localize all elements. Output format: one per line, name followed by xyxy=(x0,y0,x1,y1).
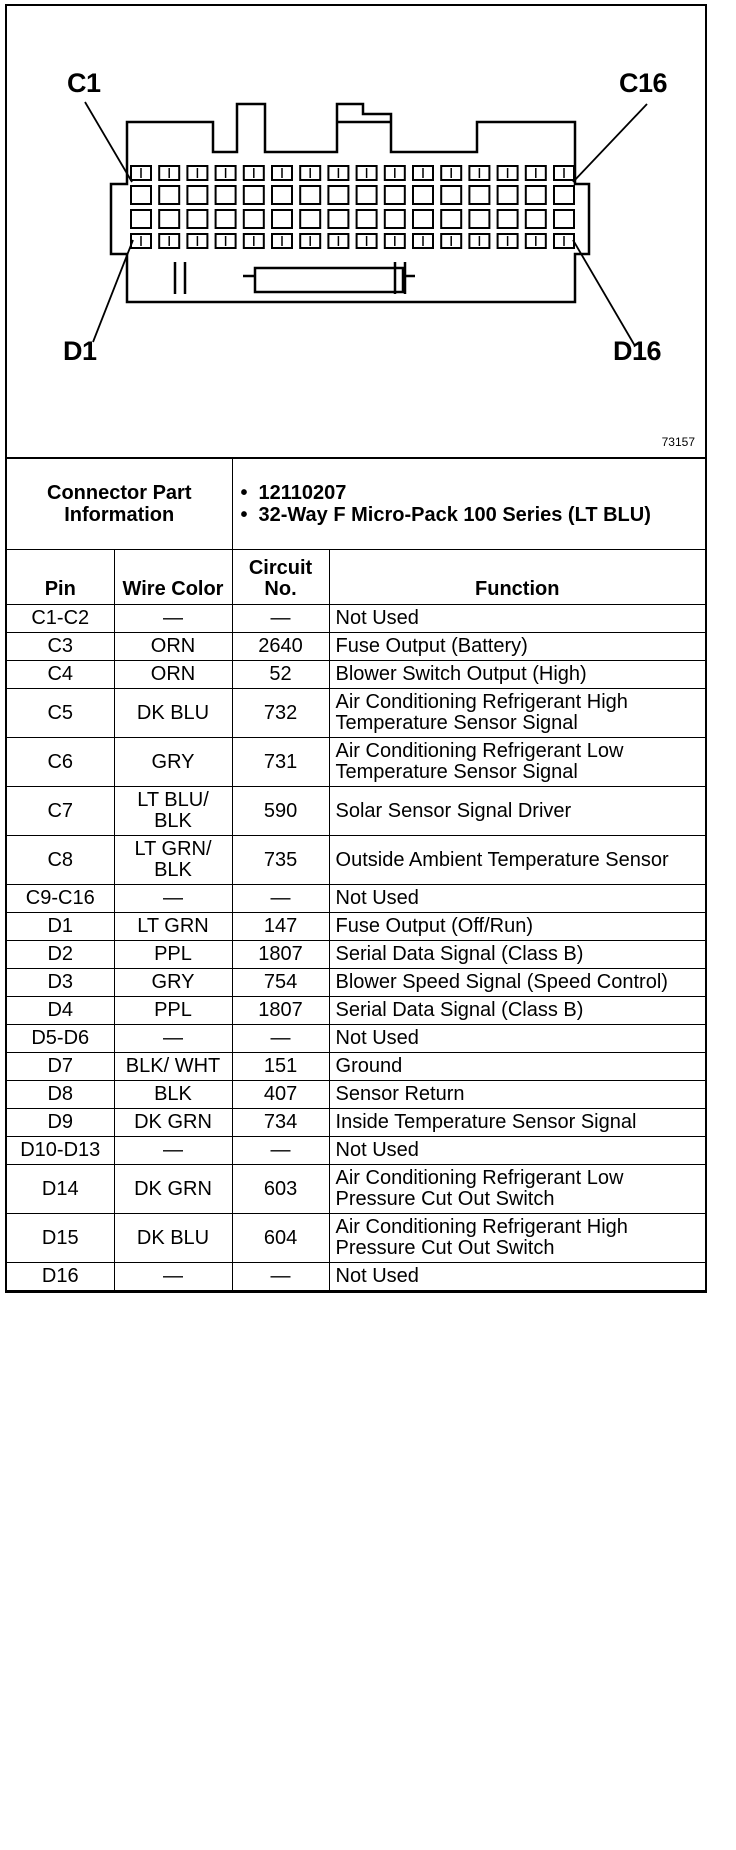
table-row xyxy=(7,661,705,689)
pin-cavity xyxy=(554,186,574,204)
table-row xyxy=(7,738,705,787)
circuit-cell: 732 xyxy=(232,689,329,738)
wire-color-cell: — xyxy=(114,885,232,913)
wire-color-cell: LT GRN/ BLK xyxy=(114,836,232,885)
circuit-cell: 604 xyxy=(232,1214,329,1263)
pin-cavity xyxy=(300,210,320,228)
circuit-cell: 147 xyxy=(232,913,329,941)
circuit-cell: 731 xyxy=(232,738,329,787)
pin-cell: C9-C16 xyxy=(7,885,114,913)
wire-color-cell: — xyxy=(114,1137,232,1165)
function-cell: Air Conditioning Refrigerant Low Pressure Cut Out Switch xyxy=(329,1165,705,1214)
function-cell: Air Conditioning Refrigerant High Pressure Cut Out Switch xyxy=(329,1214,705,1263)
table-row xyxy=(7,1081,705,1109)
table-row xyxy=(7,787,705,836)
pin-cavity xyxy=(357,186,377,204)
table-header xyxy=(7,550,705,605)
circuit-cell: 1807 xyxy=(232,941,329,969)
pin-cavity xyxy=(385,210,405,228)
table-row xyxy=(7,1165,705,1214)
wire-color-cell: ORN xyxy=(114,661,232,689)
table-row xyxy=(7,605,705,633)
pin-cavity xyxy=(187,210,207,228)
pin-cavity xyxy=(131,186,151,204)
connector-description: • 32-Way F Micro-Pack 100 Series (LT BLU) xyxy=(241,504,697,526)
wire-color-cell: PPL xyxy=(114,997,232,1025)
pin-cell: C6 xyxy=(7,738,114,787)
header-pin: Pin xyxy=(7,550,114,605)
pin-cell: D10-D13 xyxy=(7,1137,114,1165)
pin-cavity xyxy=(526,210,546,228)
connector-info-row xyxy=(7,459,705,550)
connector-part-number: • 12110207 xyxy=(241,482,697,504)
pin-cavity xyxy=(554,210,574,228)
pin-cavity xyxy=(328,210,348,228)
function-cell: Blower Speed Signal (Speed Control) xyxy=(329,969,705,997)
label-d16: D16 xyxy=(613,336,662,366)
function-cell: Blower Switch Output (High) xyxy=(329,661,705,689)
connector-info-list xyxy=(232,459,705,550)
table-row xyxy=(7,1109,705,1137)
circuit-cell: — xyxy=(232,605,329,633)
wire-color-cell: LT BLU/ BLK xyxy=(114,787,232,836)
pin-cavity xyxy=(272,210,292,228)
pin-cavity xyxy=(357,210,377,228)
label-c16: C16 xyxy=(619,68,668,98)
pin-cavity xyxy=(385,186,405,204)
pin-cavity xyxy=(469,210,489,228)
circuit-cell: 735 xyxy=(232,836,329,885)
circuit-cell: 590 xyxy=(232,787,329,836)
figure-id: 73157 xyxy=(661,435,695,449)
function-cell: Fuse Output (Battery) xyxy=(329,633,705,661)
pin-cavity xyxy=(244,210,264,228)
connector-drawing xyxy=(7,6,705,457)
pin-cell: C5 xyxy=(7,689,114,738)
pin-cell: D14 xyxy=(7,1165,114,1214)
pin-cavity xyxy=(131,210,151,228)
wire-color-cell: — xyxy=(114,1263,232,1291)
table-row xyxy=(7,885,705,913)
circuit-cell: 1807 xyxy=(232,997,329,1025)
label-c1: C1 xyxy=(67,68,101,98)
connector-sheet xyxy=(5,4,707,1293)
function-cell: Air Conditioning Refrigerant High Temperature Sensor Signal xyxy=(329,689,705,738)
pin-cell: C8 xyxy=(7,836,114,885)
wire-color-cell: DK GRN xyxy=(114,1165,232,1214)
table-row xyxy=(7,633,705,661)
function-cell: Not Used xyxy=(329,1137,705,1165)
pin-cell: D5-D6 xyxy=(7,1025,114,1053)
circuit-cell: 2640 xyxy=(232,633,329,661)
table-row xyxy=(7,941,705,969)
function-cell: Not Used xyxy=(329,605,705,633)
header-wire-color: Wire Color xyxy=(114,550,232,605)
label-d1: D1 xyxy=(63,336,97,366)
circuit-cell: 52 xyxy=(232,661,329,689)
wire-color-cell: ORN xyxy=(114,633,232,661)
pin-cell: D15 xyxy=(7,1214,114,1263)
pin-cavity xyxy=(413,186,433,204)
table-row xyxy=(7,969,705,997)
pin-cell: D3 xyxy=(7,969,114,997)
pin-cavity xyxy=(469,186,489,204)
pin-cell: C3 xyxy=(7,633,114,661)
pin-cell: D4 xyxy=(7,997,114,1025)
table-row xyxy=(7,1137,705,1165)
circuit-cell: — xyxy=(232,1025,329,1053)
circuit-cell: 407 xyxy=(232,1081,329,1109)
pin-cell: C7 xyxy=(7,787,114,836)
pin-cavity xyxy=(441,210,461,228)
pin-cavity xyxy=(498,186,518,204)
wire-color-cell: PPL xyxy=(114,941,232,969)
pin-cell: D1 xyxy=(7,913,114,941)
wire-color-cell: GRY xyxy=(114,738,232,787)
circuit-cell: 603 xyxy=(232,1165,329,1214)
pin-cell: C1-C2 xyxy=(7,605,114,633)
table-row xyxy=(7,836,705,885)
pin-cavity xyxy=(244,186,264,204)
function-cell: Air Conditioning Refrigerant Low Temperature Sensor Signal xyxy=(329,738,705,787)
pin-cavity xyxy=(441,186,461,204)
circuit-cell: — xyxy=(232,885,329,913)
function-cell: Not Used xyxy=(329,885,705,913)
wire-color-cell: — xyxy=(114,1025,232,1053)
circuit-cell: 734 xyxy=(232,1109,329,1137)
table-row xyxy=(7,1263,705,1291)
wire-color-cell: DK BLU xyxy=(114,689,232,738)
wire-color-cell: DK BLU xyxy=(114,1214,232,1263)
pin-cavity xyxy=(187,186,207,204)
wire-color-cell: DK GRN xyxy=(114,1109,232,1137)
table-row xyxy=(7,1053,705,1081)
table-row xyxy=(7,1214,705,1263)
header-function: Function xyxy=(329,550,705,605)
connector-info-title: Connector Part Information xyxy=(7,459,232,550)
wire-color-cell: GRY xyxy=(114,969,232,997)
pinout-table xyxy=(7,459,705,1291)
function-cell: Ground xyxy=(329,1053,705,1081)
pin-cavity xyxy=(526,186,546,204)
connector-diagram xyxy=(7,6,705,459)
table-row xyxy=(7,997,705,1025)
wire-color-cell: BLK/ WHT xyxy=(114,1053,232,1081)
pin-cell: C4 xyxy=(7,661,114,689)
pin-cavity xyxy=(216,210,236,228)
function-cell: Sensor Return xyxy=(329,1081,705,1109)
pin-cavity xyxy=(300,186,320,204)
function-cell: Not Used xyxy=(329,1263,705,1291)
wire-color-cell: LT GRN xyxy=(114,913,232,941)
pin-cavity xyxy=(216,186,236,204)
function-cell: Outside Ambient Temperature Sensor xyxy=(329,836,705,885)
table-row xyxy=(7,913,705,941)
pin-cavity xyxy=(413,210,433,228)
circuit-cell: — xyxy=(232,1263,329,1291)
table-row xyxy=(7,1025,705,1053)
pin-cell: D8 xyxy=(7,1081,114,1109)
pin-cavity xyxy=(159,186,179,204)
circuit-cell: 754 xyxy=(232,969,329,997)
circuit-cell: — xyxy=(232,1137,329,1165)
circuit-cell: 151 xyxy=(232,1053,329,1081)
function-cell: Fuse Output (Off/Run) xyxy=(329,913,705,941)
wire-color-cell: — xyxy=(114,605,232,633)
pin-cell: D7 xyxy=(7,1053,114,1081)
pin-cell: D2 xyxy=(7,941,114,969)
pin-cavity xyxy=(272,186,292,204)
function-cell: Inside Temperature Sensor Signal xyxy=(329,1109,705,1137)
pin-cavity xyxy=(498,210,518,228)
table-row xyxy=(7,689,705,738)
function-cell: Serial Data Signal (Class B) xyxy=(329,997,705,1025)
pin-cell: D9 xyxy=(7,1109,114,1137)
header-circuit-no: Circuit No. xyxy=(232,550,329,605)
pin-cavity xyxy=(159,210,179,228)
function-cell: Serial Data Signal (Class B) xyxy=(329,941,705,969)
function-cell: Not Used xyxy=(329,1025,705,1053)
pin-cavity xyxy=(328,186,348,204)
pin-cell: D16 xyxy=(7,1263,114,1291)
function-cell: Solar Sensor Signal Driver xyxy=(329,787,705,836)
wire-color-cell: BLK xyxy=(114,1081,232,1109)
